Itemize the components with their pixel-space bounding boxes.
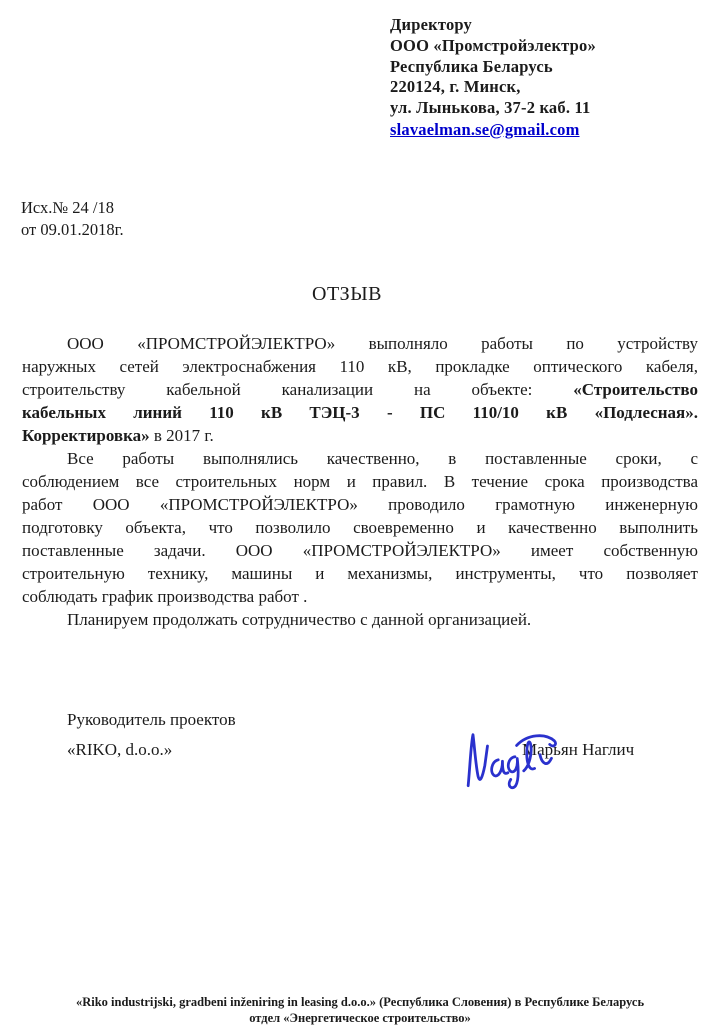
paragraph-1-line-3-text: строительству кабельной канализации на объекте: xyxy=(22,380,574,399)
recipient-line-street: ул. Лынькова, 37-2 каб. 11 xyxy=(390,98,591,118)
paragraph-2-line-6: строительную технику, машины и механизмы, инструменты, что позволяет xyxy=(22,564,698,583)
paragraph-1-line-5-tail: в 2017 г. xyxy=(149,426,214,445)
footer xyxy=(0,994,720,1026)
paragraph-2-line-5: поставленные задачи. ООО «ПРОМСТРОЙЭЛЕКТРО» имеет собственную xyxy=(22,541,698,560)
paragraph-1 xyxy=(22,332,698,447)
signer-name: Марьян Наглич xyxy=(522,740,635,759)
paragraph-1-line-4: кабельных линий 110 кВ ТЭЦ-3 - ПС 110/10 кВ «Подлесная». xyxy=(22,403,698,422)
recipient-address-block xyxy=(390,15,596,141)
recipient-line-company: ООО «Промстройэлектро» xyxy=(390,35,596,55)
paragraph-2-line-3: работ ООО «ПРОМСТРОЙЭЛЕКТРО» проводило грамотную инженерную xyxy=(22,495,698,514)
paragraph-2-line-7: соблюдать график производства работ . xyxy=(22,587,308,606)
paragraph-2 xyxy=(22,447,698,608)
footer-line-2: отдел «Энергетическое строительство» xyxy=(249,1011,471,1025)
paragraph-3 xyxy=(22,608,698,631)
paragraph-2-line-2: соблюдением все строительных норм и правил. В течение срока производства xyxy=(22,472,698,491)
signer-company: «RIKO, d.o.o.» xyxy=(67,740,173,759)
reference-block xyxy=(21,197,124,241)
paragraph-2-line-1: Все работы выполнялись качественно, в поставленные сроки, с xyxy=(67,449,698,468)
paragraph-1-line-5-bold: Корректировка» xyxy=(22,426,150,445)
paragraph-1-line-1: ООО «ПРОМСТРОЙЭЛЕКТРО» выполняло работы по устройству xyxy=(67,334,698,353)
paragraph-2-line-4: подготовку объекта, что позволило своевременно и качественно выполнить xyxy=(22,518,698,537)
reference-date: от 09.01.2018г. xyxy=(21,220,124,239)
paragraph-1-line-3-bold: «Строительство xyxy=(573,380,698,399)
document-title: ОТЗЫВ xyxy=(312,283,382,305)
recipient-line-addressee: Директору xyxy=(390,15,473,34)
recipient-line-city: 220124, г. Минск, xyxy=(390,77,521,97)
outgoing-number: Исх.№ 24 /18 xyxy=(21,198,114,217)
paragraph-1-line-3 xyxy=(22,378,698,401)
handwritten-signature xyxy=(458,724,576,799)
footer-line-1: «Riko industrijski, gradbeni inženiring in leasing d.o.o.» (Республика Словения) в Республике Беларусь xyxy=(75,995,645,1009)
recipient-line-country: Республика Беларусь xyxy=(390,56,553,76)
paragraph-3-line-1: Планируем продолжать сотрудничество с данной организацией. xyxy=(67,610,532,629)
signer-position: Руководитель проектов xyxy=(67,710,236,729)
letter-body xyxy=(22,332,698,631)
paragraph-1-line-2: наружных сетей электроснабжения 110 кВ, прокладке оптического кабеля, xyxy=(22,357,698,376)
paragraph-1-line-5 xyxy=(22,424,698,447)
signature-ink-icon xyxy=(458,724,576,794)
recipient-email-link[interactable]: slavaelman.se@gmail.com xyxy=(390,119,580,139)
